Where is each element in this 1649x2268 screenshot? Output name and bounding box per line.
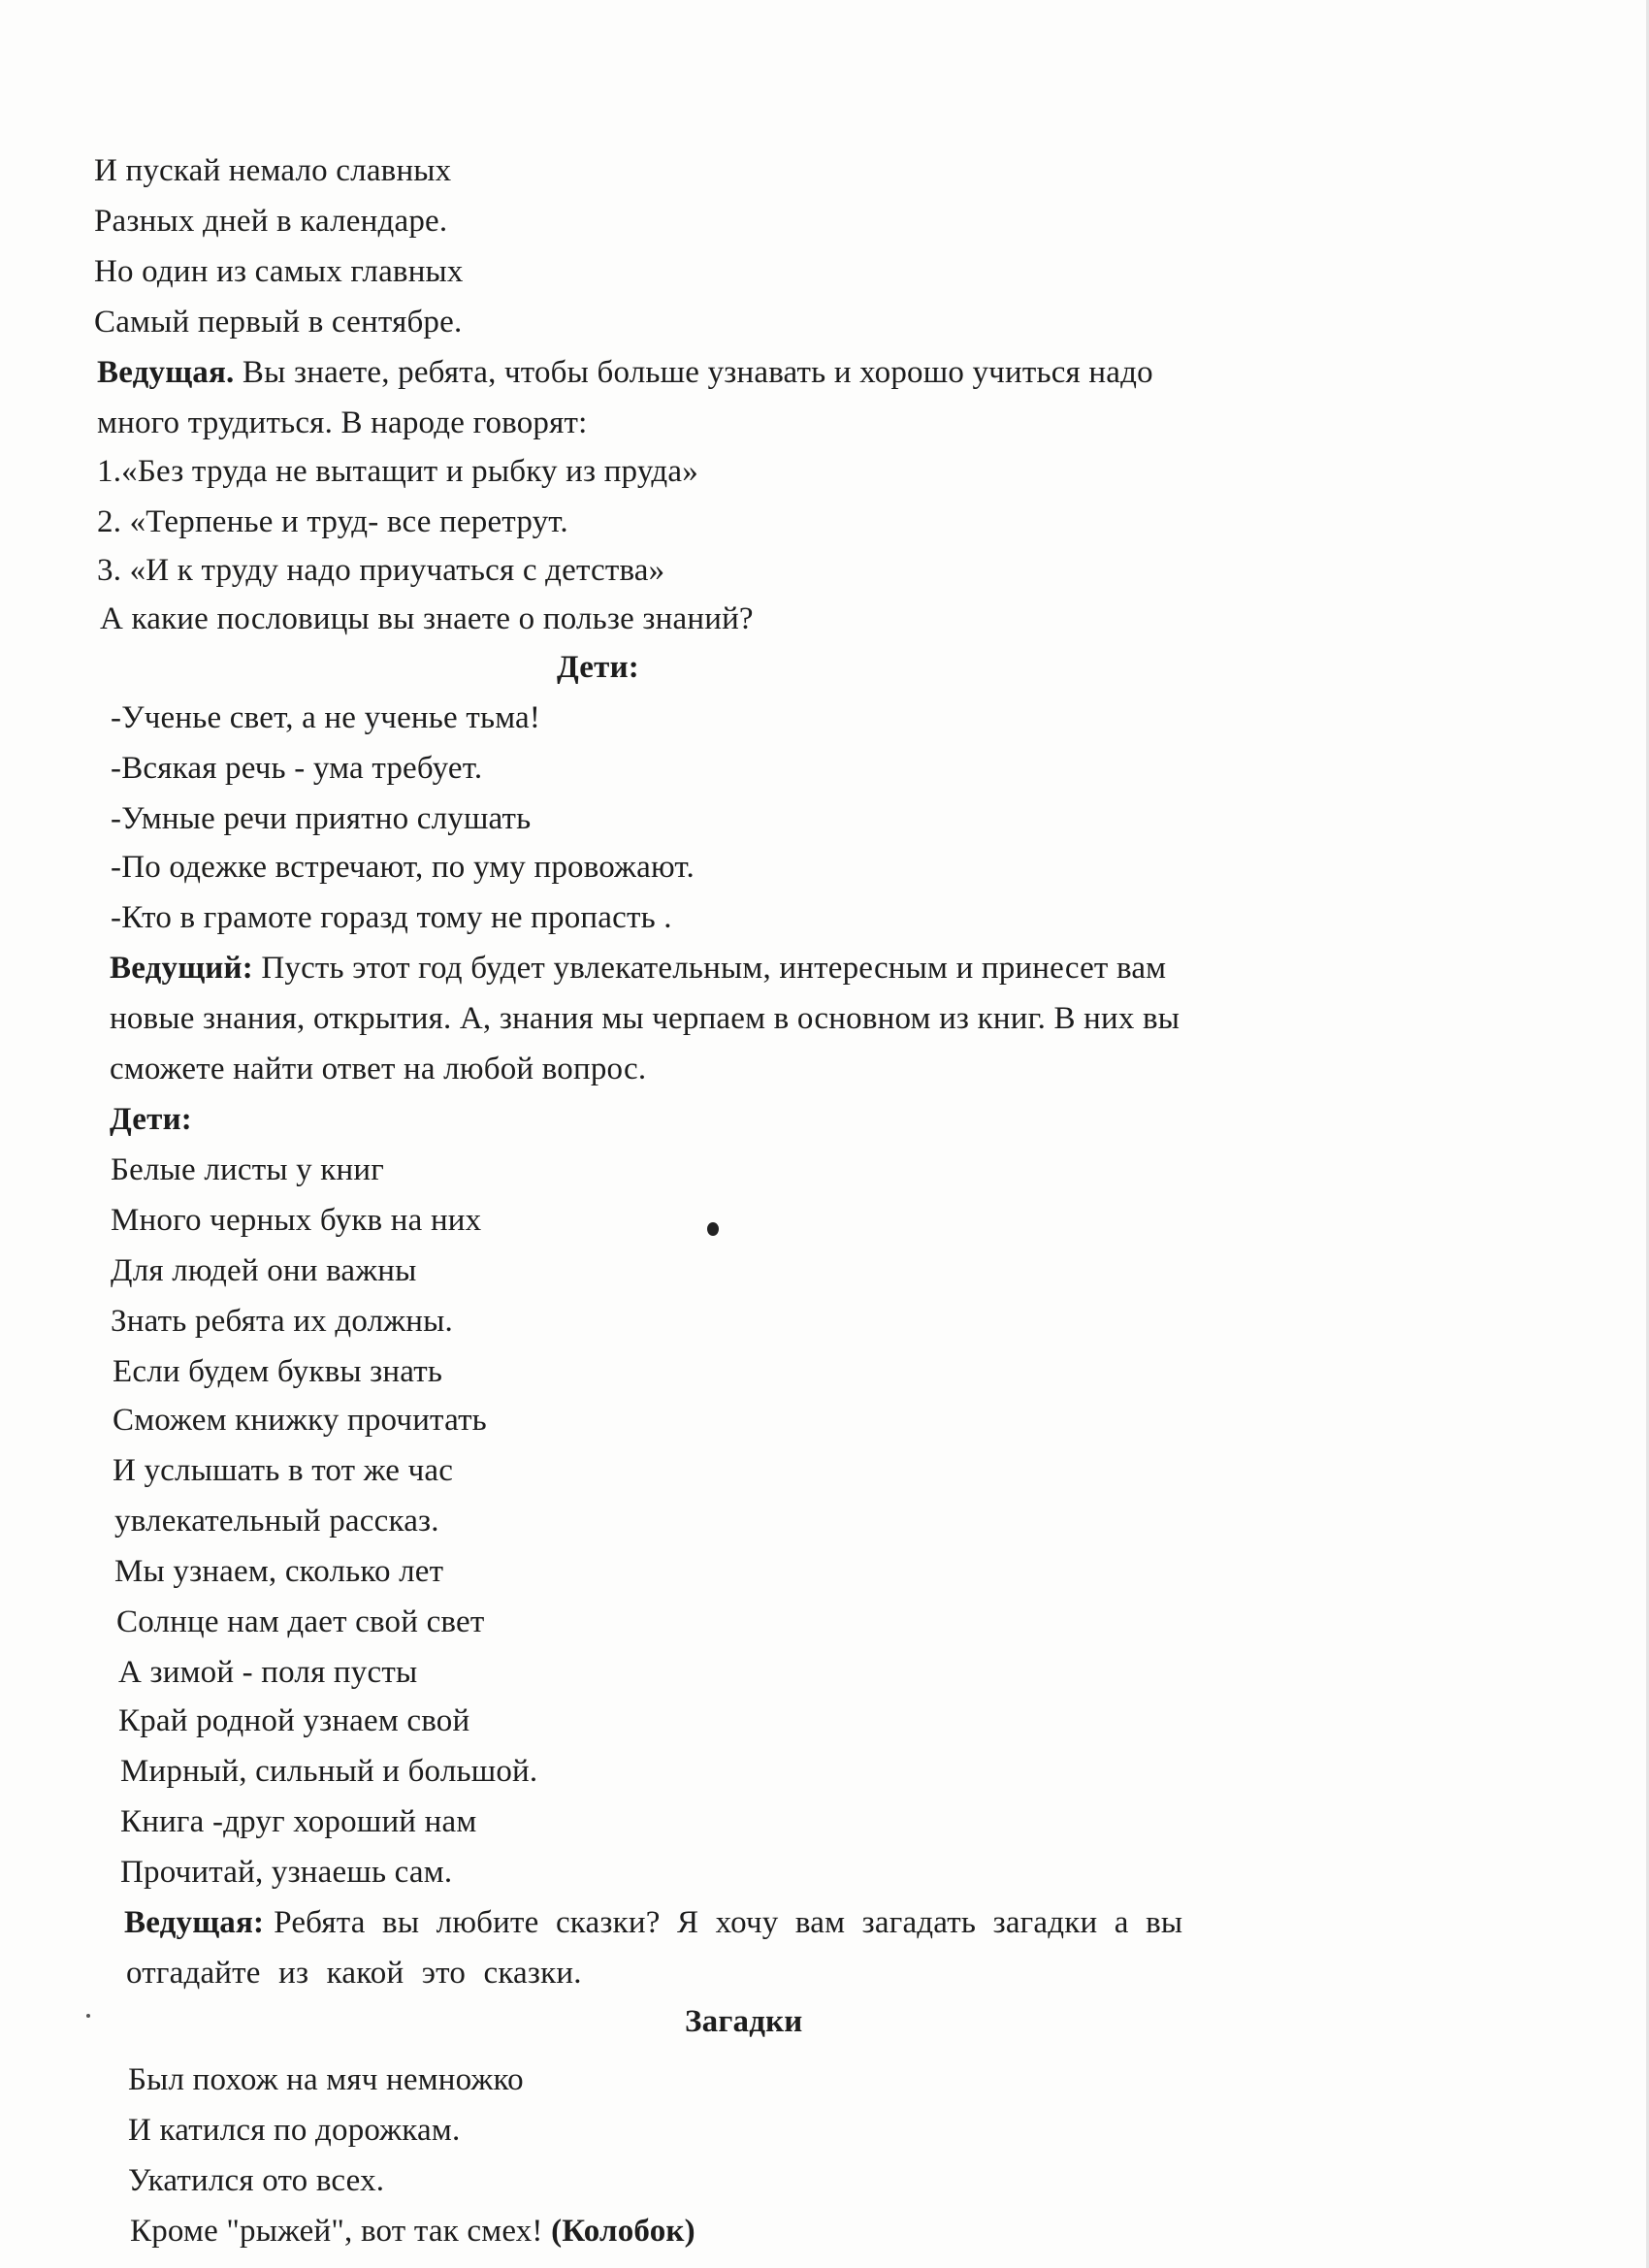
poem-line: увлекательный рассказ. [114, 1504, 439, 1539]
poem-line: Знать ребята их должны. [111, 1304, 453, 1339]
poem-line: Мирный, сильный и большой. [120, 1754, 538, 1789]
poem-line: Солнце нам дает свой свет [116, 1604, 485, 1639]
scan-speck [86, 2014, 90, 2018]
paragraph-text: Вы знаете, ребята, чтобы больше узнавать и хорошо учиться надо [234, 355, 1153, 390]
proverb-line: 2. «Терпенье и труд- все перетрут. [97, 504, 568, 539]
proverb-line: -Кто в грамоте горазд тому не пропасть . [111, 900, 672, 935]
proverb-line: -Ученье свет, а не ученье тьма! [111, 700, 541, 735]
poem-line: Сможем книжку прочитать [113, 1403, 487, 1438]
speaker-label: Ведущая: [124, 1905, 265, 1940]
speaker-label: Ведущая. [97, 355, 235, 390]
host-paragraph-line [110, 948, 1166, 988]
poem-line: Край родной узнаем свой [118, 1703, 470, 1738]
host-paragraph-line: отгадайте из какой это сказки. [126, 1956, 582, 1991]
poem-line: Если будем буквы знать [113, 1354, 443, 1389]
poem-line: Но один из самых главных [94, 254, 464, 289]
riddle-line: И катился по дорожкам. [128, 2113, 461, 2148]
paragraph-text: Ребята вы любите сказки? Я хочу вам загадать загадки а вы [274, 1905, 1183, 1940]
scan-speck [707, 1222, 719, 1236]
poem-line: А зимой - поля пусты [118, 1655, 418, 1690]
poem-line: Книга -друг хороший нам [120, 1804, 477, 1839]
riddle-line: Укатился ото всех. [128, 2163, 385, 2198]
proverb-line: -По одежке встречают, по уму провожают. [111, 850, 695, 885]
proverb-line: 1.«Без труда не вытащит и рыбку из пруда» [97, 454, 698, 489]
paragraph-text: Пусть этот год будет увлекательным, интересным и принесет вам [252, 951, 1167, 986]
section-heading: Загадки [685, 2004, 803, 2039]
proverb-line: -Всякая речь - ума требует. [111, 751, 483, 786]
host-paragraph-line [124, 1902, 1356, 1943]
poem-line: Разных дней в календаре. [94, 204, 448, 239]
speaker-label: Дети: [110, 1102, 192, 1137]
poem-line: Белые листы у книг [111, 1152, 384, 1187]
section-heading: Дети: [557, 650, 639, 685]
host-paragraph-line [97, 352, 1153, 393]
host-paragraph-line: новые знания, открытия. А, знания мы черпаем в основном из книг. В них вы [110, 1001, 1180, 1036]
poem-line: Прочитай, узнаешь сам. [120, 1855, 453, 1890]
proverb-line: 3. «И к труду надо приучаться с детства» [97, 553, 665, 588]
riddle-line [130, 2211, 695, 2252]
poem-line: И пускай немало славных [94, 153, 452, 188]
host-paragraph-line: сможете найти ответ на любой вопрос. [110, 1052, 647, 1086]
riddle-answer: (Колобок) [551, 2214, 695, 2249]
riddle-text: Кроме "рыжей", вот так смех! [130, 2214, 552, 2249]
proverb-line: -Умные речи приятно слушать [111, 801, 532, 836]
poem-line: И услышать в тот же час [113, 1453, 454, 1488]
poem-line: Много черных букв на них [111, 1203, 482, 1238]
question-line: А какие пословицы вы знаете о пользе знаний? [100, 601, 754, 636]
poem-line: Мы узнаем, сколько лет [114, 1554, 444, 1589]
riddle-line: Был похож на мяч немножко [128, 2062, 524, 2097]
host-paragraph-line: много трудиться. В народе говорят: [97, 405, 588, 440]
poem-line: Самый первый в сентябре. [94, 305, 463, 340]
speaker-label: Ведущий: [110, 951, 253, 986]
poem-line: Для людей они важны [111, 1253, 417, 1288]
